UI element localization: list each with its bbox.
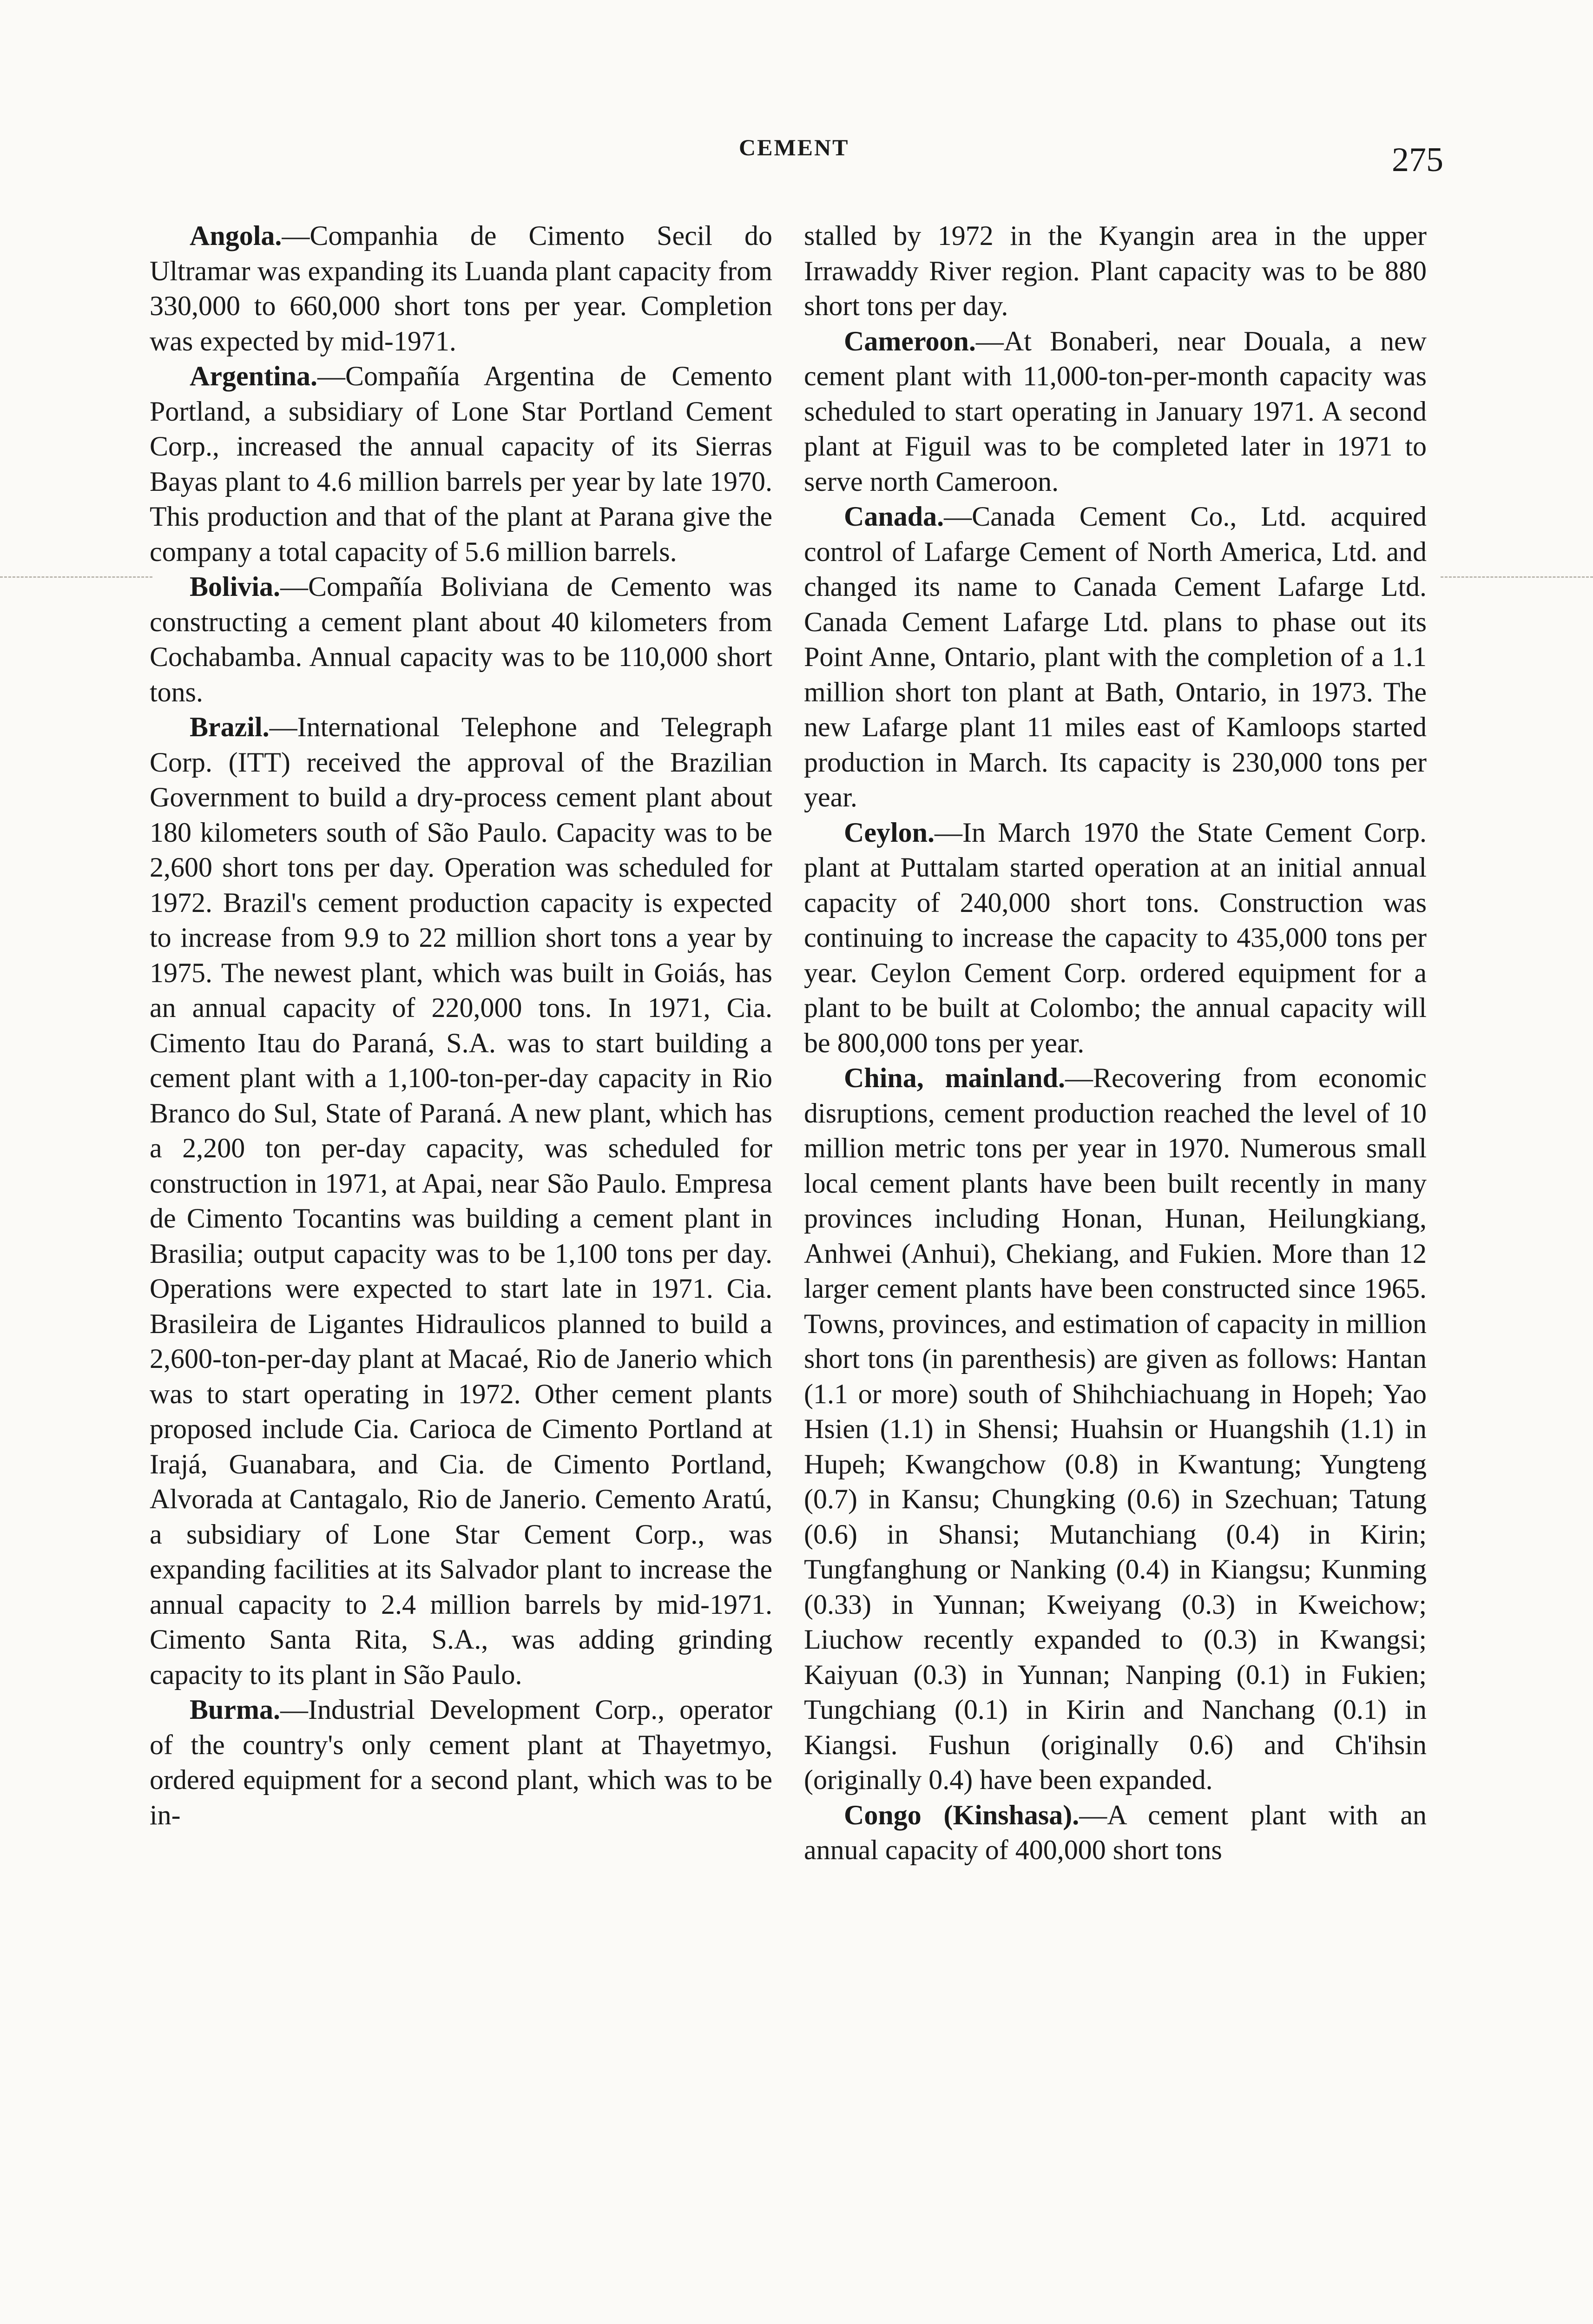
paragraph-text: —A cement plant with an annual capacity of 400,000 short tons: [804, 1799, 1427, 1865]
country-heading: Bolivia.: [190, 571, 281, 602]
country-heading: Cameroon.: [844, 325, 976, 357]
running-title: CEMENT: [739, 134, 849, 160]
country-heading: Brazil.: [190, 712, 270, 742]
paragraph-text: —Companhia de Cimento Secil do Ultramar was expanding its Luanda plant capacity from 330,000 to 660,000 short tons per year. Completion was expected by mid-1971.: [150, 220, 772, 357]
paragraph-ceylon: [804, 815, 1427, 1061]
paragraph-argentina: [150, 359, 772, 569]
paragraph-cameroon: [804, 324, 1427, 500]
page-number: 275: [1392, 141, 1443, 179]
paragraph-text: —International Telephone and Telegraph Corp. (ITT) received the approval of the Brazilian Government to build a dry-process cement plant about 180 kilometers south of São Paulo. Capacity was to be 2,600 short tons per day. Operation was scheduled for 1972. Brazil's cement production capacity is expected to increase from 9.9 to 22 million short tons a year by 1975. The newest plant, which was built in Goiás, has an annual capacity of 220,000 tons. In 1971, Cia. Cimento Itau do Paraná, S.A. was to start building a cement plant with a 1,100-ton-per-day capacity in Rio Branco do Sul, State of Paraná. A new plant, which has a 2,200 ton per-day capacity, was scheduled for construction in 1971, at Apai, near São Paulo. Empresa de Cimento Tocantins was building a cement plant in Brasilia; output capacity was to be 1,100 tons per day. Operations were expected to start late in 1971. Cia. Brasileira de Ligantes Hidraulicos planned to build a 2,600-ton-per-day plant at Macaé, Rio de Janerio which was to start operating in 1972. Other cement plants proposed include Cia. Carioca de Cimento Portland at Irajá, Guanabara, and Cia. de Cimento Portland, Alvorada at Cantagalo, Rio de Janerio. Cemento Aratú, a subsidiary of Lone Star Cement Corp., was expanding facilities at its Salvador plant to increase the annual capacity to 2.4 million barrels by mid-1971. Cimento Santa Rita, S.A., was adding grinding capacity to its plant in São Paulo.: [150, 712, 773, 1690]
paragraph-burma-continued: stalled by 1972 in the Kyangin area in the upper Irrawaddy River region. Plant capacity was to be 880 short tons per day.: [804, 220, 1427, 321]
paragraph-burma: [150, 1692, 772, 1833]
paragraph-china-mainland: [804, 1061, 1427, 1798]
scan-fold-line-right: [1441, 576, 1593, 578]
paragraph-text: —Canada Cement Co., Ltd. acquired control of Lafarge Cement of North America, Ltd. and changed its name to Canada Cement Lafarge Ltd. Canada Cement Lafarge Ltd. plans to phase out its Point Anne, Ontario, plant with the completion of a 1.1 million short ton plant at Bath, Ontario, in 1973. The new Lafarge plant 11 miles east of Kamloops started production in March. Its capacity is 230,000 tons per year.: [804, 501, 1427, 812]
paragraph-bolivia: [150, 569, 772, 710]
paragraph-text: —Compañía Argentina de Cemento Portland, a subsidiary of Lone Star Portland Cement Corp., increased the annual capacity of its Sierras Bayas plant to 4.6 million barrels per year by late 1970. This production and that of the plant at Parana give the company a total capacity of 5.6 million barrels.: [150, 361, 772, 567]
country-heading: China, mainland.: [844, 1063, 1065, 1093]
country-heading: Argentina.: [190, 361, 317, 391]
paragraph-canada: [804, 499, 1427, 815]
paragraph-text: —Recovering from economic disruptions, cement production reached the level of 10 million metric tons per year in 1970. Numerous small local cement plants have been built recently in many provinces including Honan, Hunan, Heilungkiang, Anhwei (Anhui), Chekiang, and Fukien. More than 12 larger cement plants have been constructed since 1965. Towns, provinces, and estimation of capacity in million short tons (in parenthesis) are given as follows: Hantan (1.1 or more) south of Shihchiachuang in Hopeh; Yao Hsien (1.1) in Shensi; Huahsin or Huangshih (1.1) in Hupeh; Kwangchow (0.8) in Kwantung; Yungteng (0.7) in Kansu; Chungking (0.6) in Szechuan; Tatung (0.6) in Shansi; Mutanchiang (0.4) in Kirin; Tungfanghung or Nanking (0.4) in Kiangsu; Kunming (0.33) in Yunnan; Kweiyang (0.3) in Kweichow; Liuchow recently expanded to (0.3) in Kwangsi; Kaiyuan (0.3) in Yunnan; Nanping (0.1) in Fukien; Tungchiang (0.1) in Kirin and Nanchang (0.1) in Kiangsi. Fushun (originally 0.6) and Ch'ihsin (originally 0.4) have been expanded.: [804, 1063, 1427, 1795]
page-header: [0, 122, 1593, 178]
country-heading: Angola.: [190, 220, 282, 251]
scan-fold-line-left: [0, 576, 152, 578]
right-column: [804, 218, 1427, 1868]
country-heading: Ceylon.: [844, 817, 935, 848]
country-heading: Canada.: [844, 501, 944, 532]
paragraph-brazil: [150, 710, 772, 1692]
paragraph-text: —Compañía Boliviana de Cemento was constructing a cement plant about 40 kilometers from Cochabamba. Annual capacity was to be 110,000 short tons.: [150, 571, 772, 707]
country-heading: Congo (Kinshasa).: [844, 1799, 1080, 1830]
country-heading: Burma.: [190, 1694, 280, 1725]
paragraph-text: —In March 1970 the State Cement Corp. plant at Puttalam started operation at an initial annual capacity of 240,000 short tons. Construction was continuing to increase the capacity to 435,000 tons per year. Ceylon Cement Corp. ordered equipment for a plant to be built at Colombo; the annual capacity will be 800,000 tons per year.: [804, 817, 1427, 1058]
paragraph-angola: [150, 218, 772, 359]
left-column: [150, 218, 772, 1833]
paragraph-text: —Industrial Development Corp., operator of the country's only cement plant at Thayetmyo, ordered equipment for a second plant, which was to be in-: [150, 1694, 772, 1830]
paragraph-text: —At Bonaberi, near Douala, a new cement plant with 11,000-ton-per-month capacity was scheduled to start operating in January 1971. A second plant at Figuil was to be completed later in 1971 to serve north Cameroon.: [804, 325, 1427, 497]
paragraph-congo-kinshasa: [804, 1798, 1427, 1868]
